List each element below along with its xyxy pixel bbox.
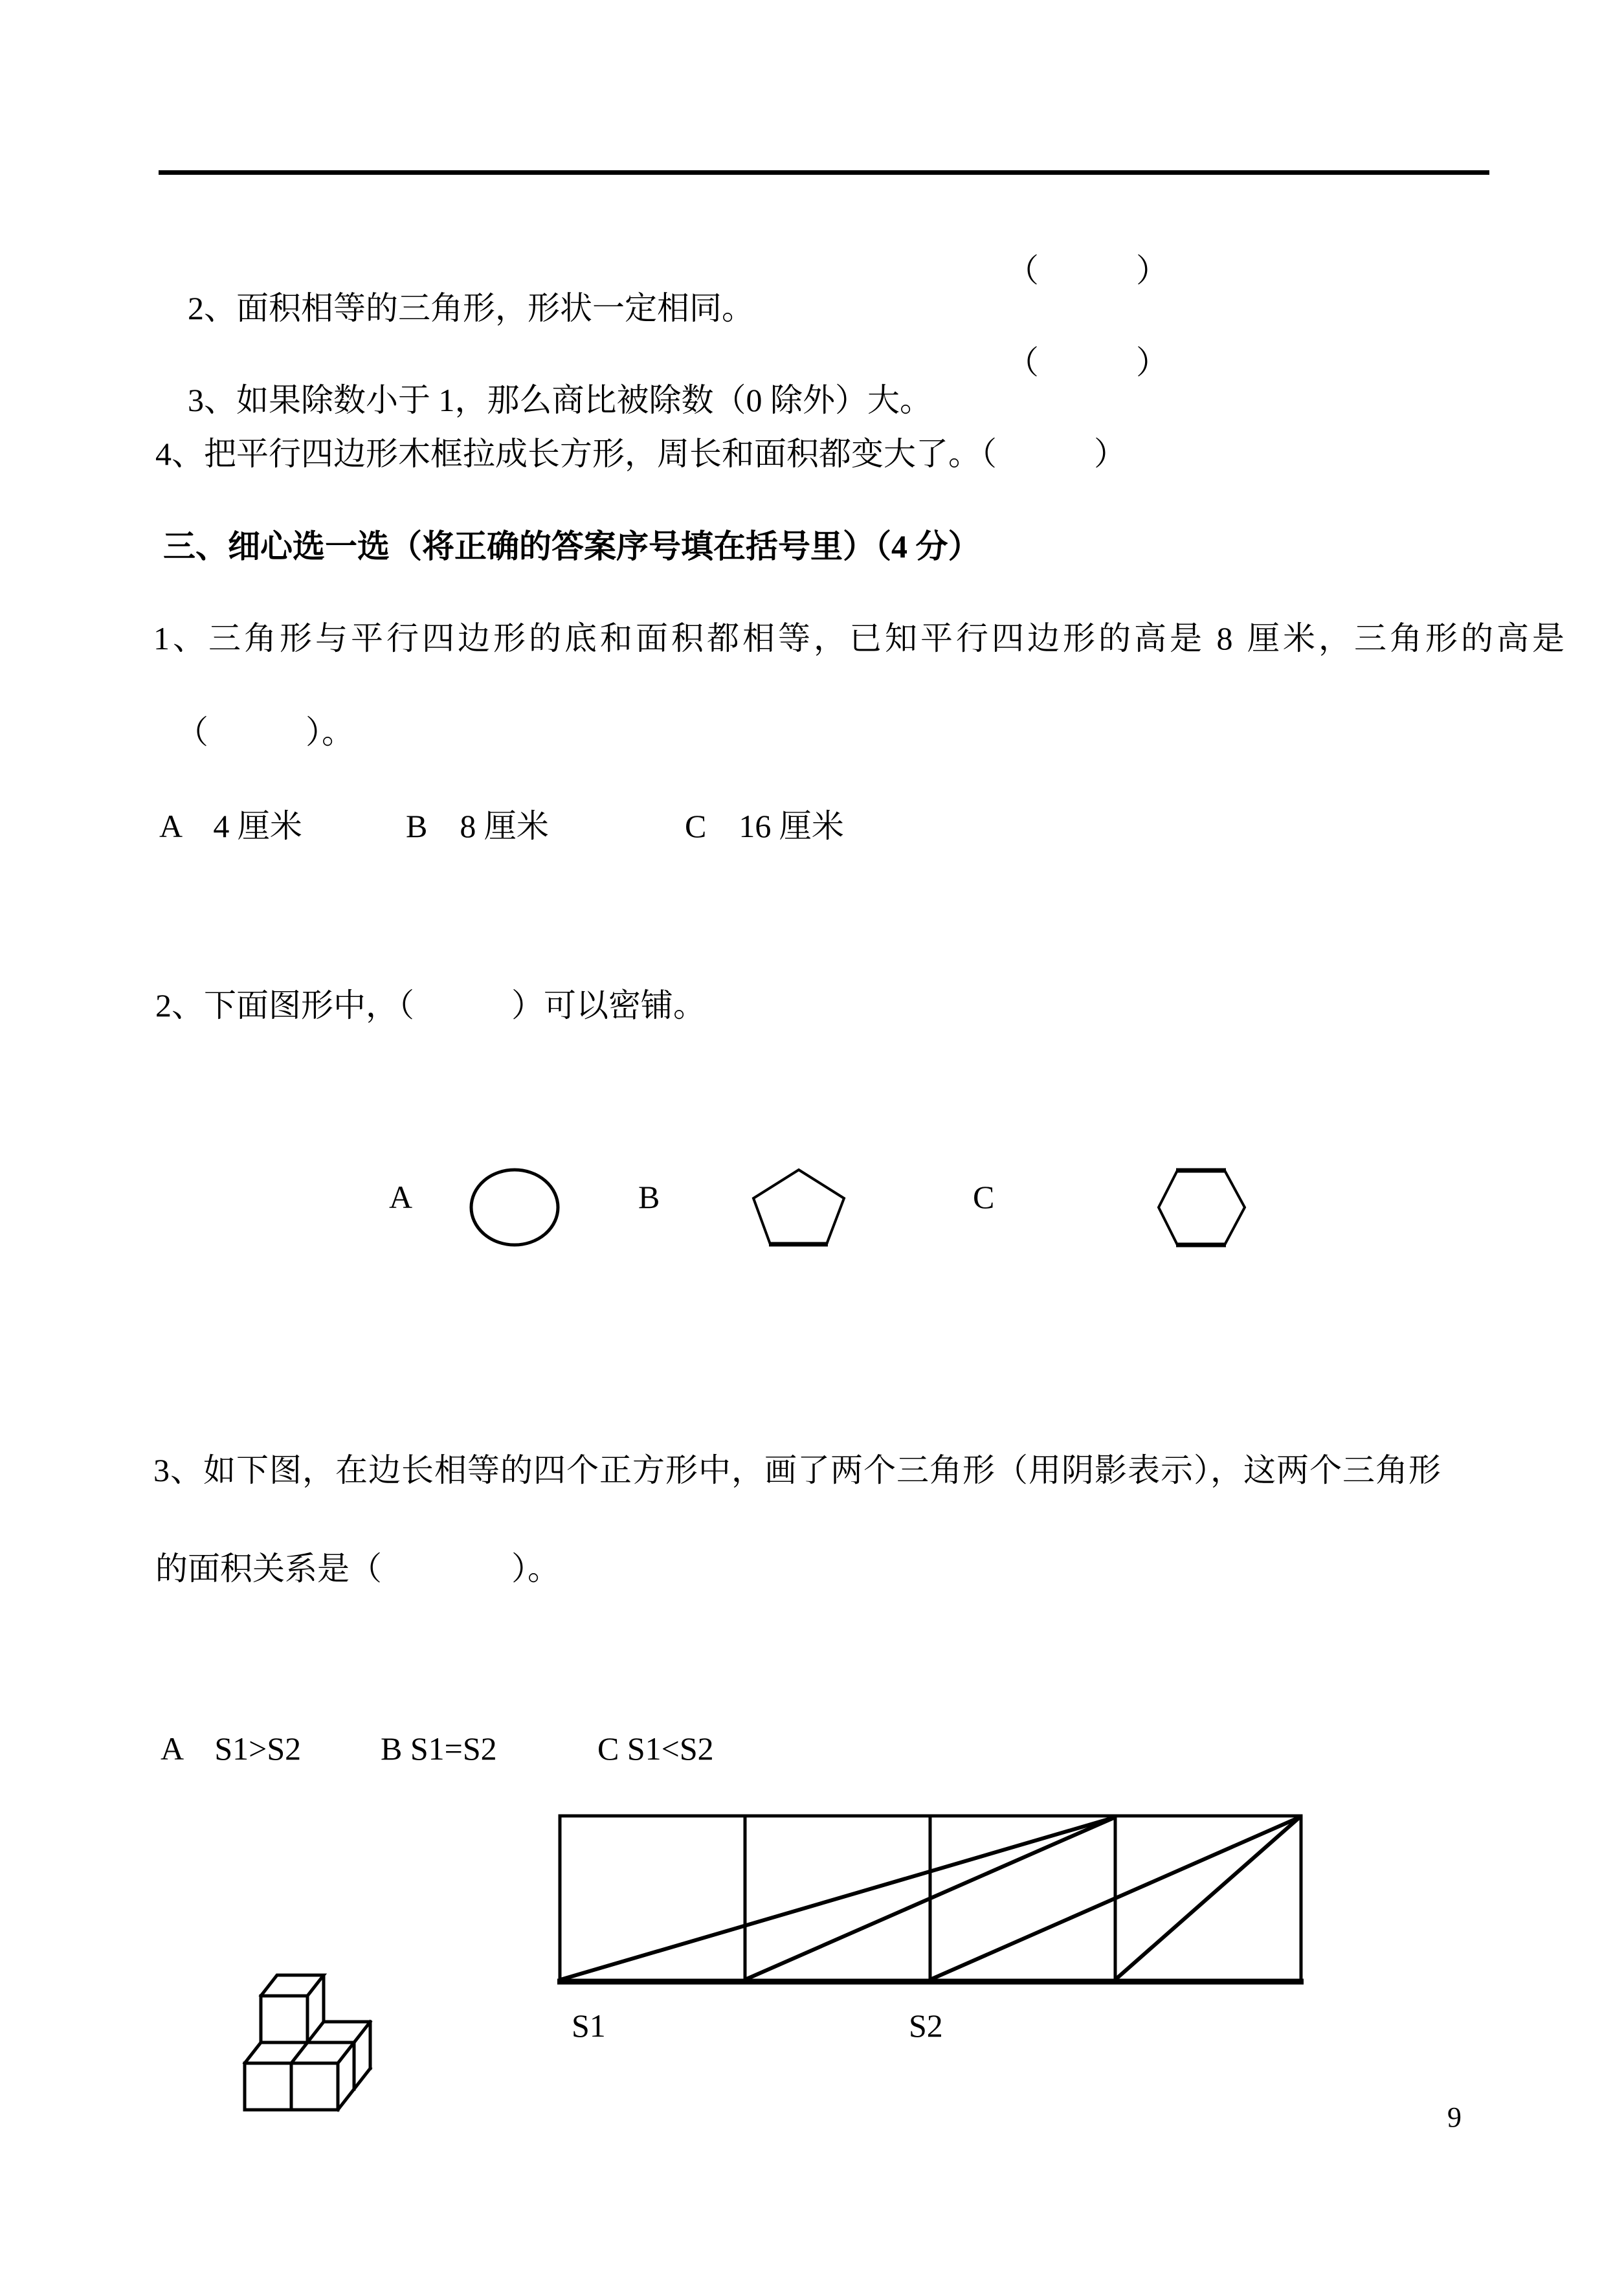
choice-q2-text: 2、下面图形中，（ ）可以密铺。 [155, 987, 706, 1023]
cube-stack-figure [245, 1975, 370, 2110]
triangle-diagram-s1-label: S1 [572, 2008, 606, 2044]
triangle-area-diagram [557, 1816, 1304, 1982]
tf-question-3-answer-blank: （ ） [1007, 344, 1168, 381]
page-number: 9 [1447, 2101, 1462, 2133]
shape-label-a: A [389, 1179, 413, 1215]
tf-question-3-text: 3、如果除数小于 1，那么商比被除数（0 除外）大。 [188, 382, 932, 418]
ellipse-shape [471, 1170, 558, 1245]
choice-q3-option-a: A S1>S2 [161, 1730, 302, 1767]
tf-question-2-text: 2、面积相等的三角形，形状一定相同。 [188, 290, 754, 326]
choice-q1-option-c: C 16 厘米 [685, 808, 844, 844]
choice-q3-option-b: B S1=S2 [381, 1730, 497, 1767]
section-heading: 三、细心选一选（将正确的答案序号填在括号里）（4 分） [163, 528, 981, 565]
tf-question-4: 4、把平行四边形木框拉成长方形，周长和面积都变大了。（ ） [155, 436, 1126, 472]
shape-label-c: C [973, 1179, 995, 1215]
choice-q3-line2: 的面积关系是（ ）。 [155, 1550, 560, 1587]
choice-q1-line2: （ ）。 [176, 714, 354, 750]
choice-q3-option-c: C S1<S2 [597, 1730, 714, 1767]
choice-q1-line1: 1、三角形与平行四边形的底和面积都相等，已知平行四边形的高是 8 厘米，三角形的高是 [153, 620, 1568, 656]
hexagon-shape [1159, 1170, 1245, 1245]
triangle-diagram-s2-label: S2 [909, 2008, 943, 2044]
choice-q1-option-a: A 4 厘米 [159, 808, 302, 844]
choice-q3-line1: 3、如下图，在边长相等的四个正方形中，画了两个三角形（用阴影表示），这两个三角形 [153, 1452, 1441, 1488]
pentagon-shape [753, 1170, 844, 1244]
shape-label-b: B [638, 1179, 660, 1215]
tf-question-2-answer-blank: （ ） [1007, 252, 1168, 289]
choice-q1-option-b: B 8 厘米 [406, 808, 549, 844]
